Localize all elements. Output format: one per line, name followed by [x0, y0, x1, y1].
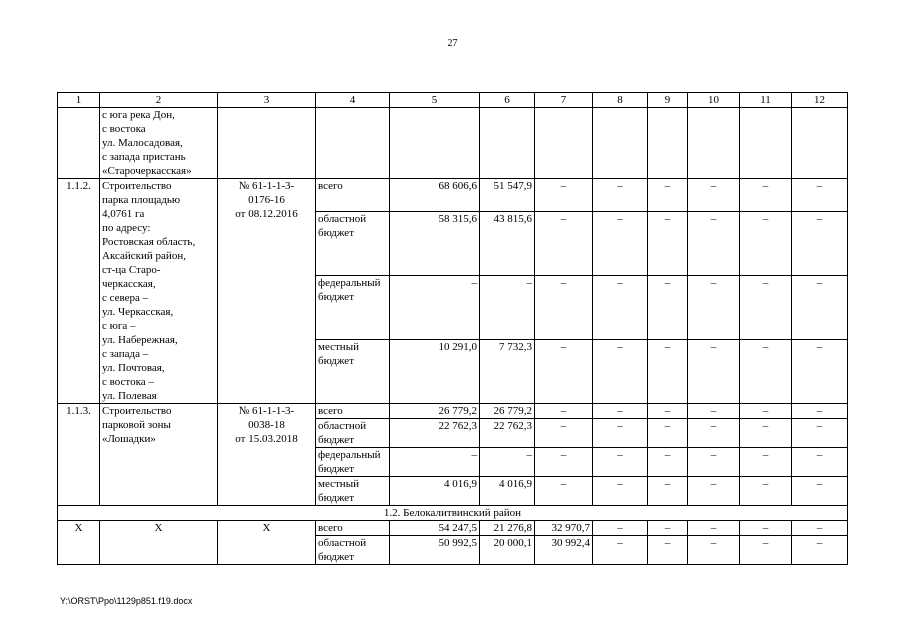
value-cell: –: [792, 536, 848, 565]
table-row: [58, 179, 848, 212]
table-row: [58, 521, 848, 536]
column-number-row: [58, 93, 848, 108]
funding-source: областной бюджет: [316, 419, 390, 448]
value-cell: –: [648, 212, 688, 276]
funding-source: федеральный бюджет: [316, 448, 390, 477]
value-cell: –: [792, 212, 848, 276]
col-header-8: 8: [593, 93, 648, 108]
value-cell: –: [593, 340, 648, 404]
value-cell: –: [688, 212, 740, 276]
value-cell: –: [740, 404, 792, 419]
placeholder-x: Х: [100, 521, 218, 565]
value-cell: –: [740, 419, 792, 448]
value-cell: –: [688, 404, 740, 419]
value-cell: –: [792, 276, 848, 340]
section-title: 1.2. Белокалитвинский район: [58, 506, 848, 521]
value-cell: 51 547,9: [480, 179, 535, 212]
value-cell: 54 247,5: [390, 521, 480, 536]
value-cell: –: [648, 276, 688, 340]
value-cell: –: [688, 340, 740, 404]
value-cell: –: [593, 419, 648, 448]
value-cell: –: [740, 276, 792, 340]
budget-table: [57, 92, 848, 565]
value-cell: –: [792, 404, 848, 419]
item-document: № 61-1-1-3- 0176-16 от 08.12.2016: [218, 179, 316, 404]
value-cell: 58 315,6: [390, 212, 480, 276]
value-cell: –: [688, 448, 740, 477]
value-cell: –: [648, 448, 688, 477]
value-cell: –: [593, 448, 648, 477]
value-cell: –: [688, 419, 740, 448]
funding-source: федеральный бюджет: [316, 276, 390, 340]
item-document: № 61-1-1-3- 0038-18 от 15.03.2018: [218, 404, 316, 506]
value-cell: –: [740, 536, 792, 565]
value-cell: –: [740, 521, 792, 536]
continuation-row: [58, 108, 848, 179]
value-cell: –: [740, 448, 792, 477]
value-cell: –: [688, 179, 740, 212]
table-row: [58, 404, 848, 419]
funding-source: местный бюджет: [316, 477, 390, 506]
value-cell: 26 779,2: [390, 404, 480, 419]
value-cell: –: [535, 477, 593, 506]
value-cell: –: [593, 404, 648, 419]
continuation-description: с юга река Дон, с востока ул. Малосадовая, с запада пристань «Старочеркасская»: [100, 108, 218, 179]
value-cell: 4 016,9: [390, 477, 480, 506]
value-cell: 22 762,3: [390, 419, 480, 448]
value-cell: –: [593, 276, 648, 340]
item-number: 1.1.3.: [58, 404, 100, 506]
value-cell: –: [648, 340, 688, 404]
placeholder-x: Х: [58, 521, 100, 565]
value-cell: –: [740, 179, 792, 212]
value-cell: –: [648, 419, 688, 448]
value-cell: –: [480, 448, 535, 477]
value-cell: –: [535, 340, 593, 404]
value-cell: –: [535, 448, 593, 477]
section-row: [58, 506, 848, 521]
value-cell: –: [792, 179, 848, 212]
value-cell: –: [535, 404, 593, 419]
placeholder-x: Х: [218, 521, 316, 565]
col-header-1: 1: [58, 93, 100, 108]
file-path-footer: Y:\ORST\Ppo\1129p851.f19.docx: [60, 596, 193, 606]
value-cell: 4 016,9: [480, 477, 535, 506]
value-cell: –: [648, 536, 688, 565]
value-cell: –: [688, 276, 740, 340]
funding-source: областной бюджет: [316, 212, 390, 276]
value-cell: 50 992,5: [390, 536, 480, 565]
value-cell: –: [593, 536, 648, 565]
value-cell: –: [593, 212, 648, 276]
value-cell: 10 291,0: [390, 340, 480, 404]
col-header-2: 2: [100, 93, 218, 108]
col-header-9: 9: [648, 93, 688, 108]
col-header-12: 12: [792, 93, 848, 108]
col-header-11: 11: [740, 93, 792, 108]
funding-source: всего: [316, 404, 390, 419]
value-cell: 32 970,7: [535, 521, 593, 536]
col-header-10: 10: [688, 93, 740, 108]
item-description: Строительство парка площадью 4,0761 га по адресу: Ростовская область, Аксайский район, ст-ца Старо- черкасская, с севера – ул. Черкасская, с юга – ул. Набережная, с запада – ул. Почтовая, с востока – ул. Полевая: [100, 179, 218, 404]
value-cell: –: [792, 477, 848, 506]
value-cell: –: [535, 419, 593, 448]
value-cell: –: [648, 477, 688, 506]
funding-source: местный бюджет: [316, 340, 390, 404]
funding-source: областной бюджет: [316, 536, 390, 565]
value-cell: –: [740, 212, 792, 276]
value-cell: –: [480, 276, 535, 340]
value-cell: 7 732,3: [480, 340, 535, 404]
value-cell: 26 779,2: [480, 404, 535, 419]
funding-source: всего: [316, 179, 390, 212]
col-header-4: 4: [316, 93, 390, 108]
value-cell: –: [688, 521, 740, 536]
value-cell: –: [648, 404, 688, 419]
value-cell: 43 815,6: [480, 212, 535, 276]
page-number: 27: [447, 38, 458, 49]
value-cell: –: [792, 521, 848, 536]
value-cell: –: [648, 179, 688, 212]
item-number: 1.1.2.: [58, 179, 100, 404]
value-cell: –: [740, 340, 792, 404]
value-cell: 22 762,3: [480, 419, 535, 448]
value-cell: –: [535, 212, 593, 276]
value-cell: –: [792, 419, 848, 448]
value-cell: –: [792, 340, 848, 404]
funding-source: всего: [316, 521, 390, 536]
value-cell: –: [535, 179, 593, 212]
item-description: Строительство парковой зоны «Лошадки»: [100, 404, 218, 506]
value-cell: 30 992,4: [535, 536, 593, 565]
value-cell: –: [792, 448, 848, 477]
col-header-7: 7: [535, 93, 593, 108]
value-cell: –: [535, 276, 593, 340]
value-cell: 21 276,8: [480, 521, 535, 536]
value-cell: –: [593, 477, 648, 506]
value-cell: –: [390, 276, 480, 340]
value-cell: –: [688, 477, 740, 506]
value-cell: –: [593, 179, 648, 212]
col-header-5: 5: [390, 93, 480, 108]
value-cell: 68 606,6: [390, 179, 480, 212]
col-header-6: 6: [480, 93, 535, 108]
value-cell: –: [740, 477, 792, 506]
value-cell: 20 000,1: [480, 536, 535, 565]
value-cell: –: [593, 521, 648, 536]
value-cell: –: [688, 536, 740, 565]
value-cell: –: [648, 521, 688, 536]
value-cell: –: [390, 448, 480, 477]
col-header-3: 3: [218, 93, 316, 108]
